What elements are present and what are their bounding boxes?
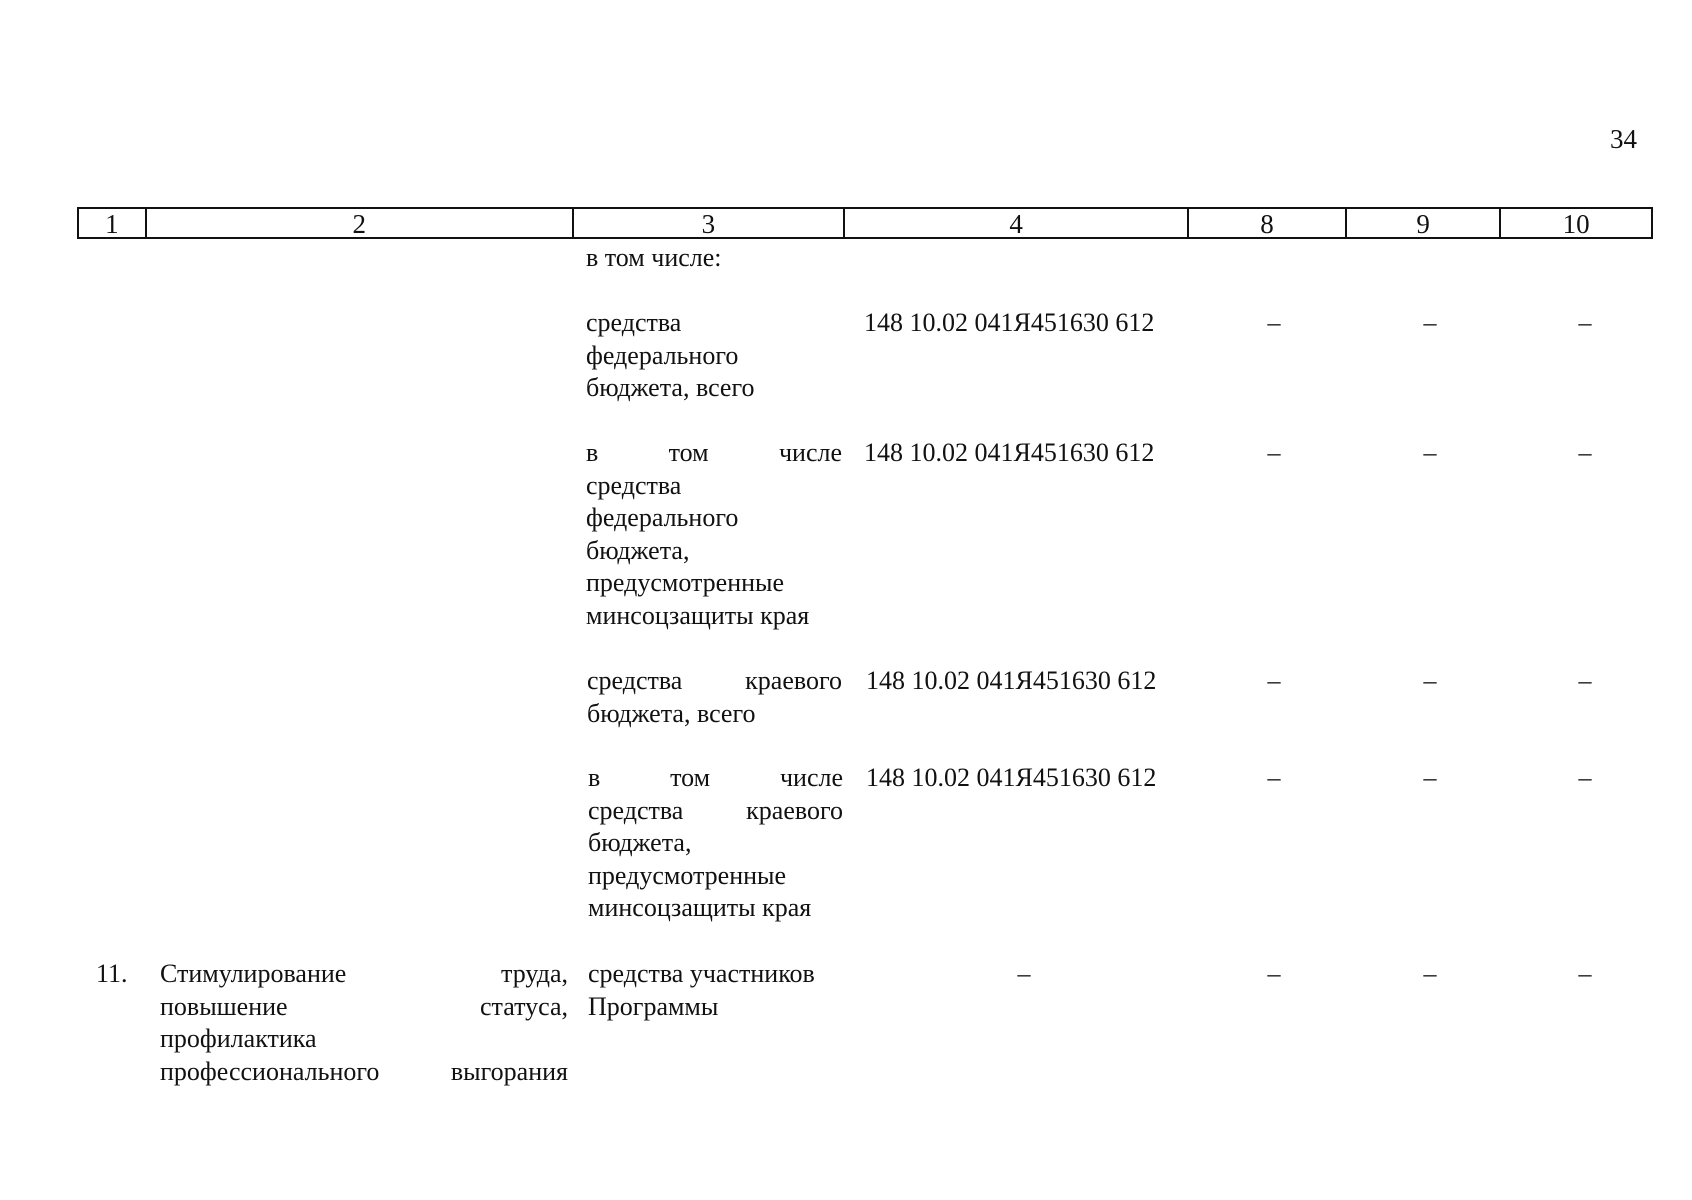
title-line-justified [160, 1056, 568, 1089]
federal-total-col8: – [1267, 308, 1281, 337]
row-11-source [588, 958, 848, 1023]
label-line: бюджета, [588, 828, 692, 857]
regional-total-col10: – [1578, 666, 1592, 695]
regional-ministry-col8: – [1267, 763, 1281, 792]
title-line: профилактика [160, 1024, 317, 1053]
label-word: числе [778, 438, 842, 467]
title-word: статуса, [479, 991, 568, 1021]
federal-total-col9: – [1423, 308, 1437, 337]
regional-total-col8: – [1267, 666, 1281, 695]
label-word: том [670, 763, 711, 792]
label-line: федерального [586, 503, 739, 532]
regional-ministry-col10: – [1578, 763, 1592, 792]
regional-ministry-col9: – [1423, 763, 1437, 792]
label-line: бюджета, всего [587, 698, 756, 728]
title-word: труда, [501, 959, 568, 988]
header-col-3: 3 [574, 209, 845, 237]
label-word: средства [588, 795, 684, 825]
label-line-justified [588, 762, 843, 795]
intro-text: в том числе: [586, 243, 722, 272]
regional-total-label [587, 665, 842, 730]
label-line-justified [588, 795, 843, 828]
regional-ministry-label [588, 762, 843, 925]
federal-ministry-label [586, 437, 842, 632]
label-line-justified [587, 665, 842, 698]
title-word: повышение [160, 991, 288, 1021]
source-line: средства участников [588, 959, 815, 988]
label-line: минсоцзащиты края [586, 600, 810, 630]
source-line: Программы [588, 991, 719, 1021]
row-11-col4: – [1017, 959, 1031, 988]
federal-total-label [586, 307, 842, 405]
label-word: краевого [746, 795, 843, 825]
header-col-9: 9 [1347, 209, 1502, 237]
header-col-8: 8 [1189, 209, 1347, 237]
row-11-col8: – [1267, 959, 1281, 988]
label-line-justified [586, 437, 842, 470]
label-line: средства [586, 308, 682, 337]
label-line: предусмотренные [588, 860, 787, 890]
federal-total-code: 148 10.02 041Я451630 612 [864, 308, 1155, 337]
label-word: в [588, 763, 601, 792]
row-11-number: 11. [96, 959, 128, 988]
regional-total-code: 148 10.02 041Я451630 612 [866, 666, 1157, 695]
title-word: выгорания [450, 1056, 568, 1086]
label-word: краевого [745, 666, 842, 695]
regional-total-col9: – [1423, 666, 1437, 695]
label-line: бюджета, [586, 535, 690, 565]
federal-ministry-col8: – [1267, 438, 1281, 467]
label-word: средства [587, 666, 683, 695]
label-word: том [668, 438, 709, 467]
label-line: средства [586, 470, 682, 500]
federal-total-col10: – [1578, 308, 1592, 337]
header-col-4: 4 [845, 209, 1189, 237]
label-line: предусмотренные [586, 568, 785, 597]
row-11-col9: – [1423, 959, 1437, 988]
header-col-2: 2 [147, 209, 574, 237]
title-word: Стимулирование [160, 959, 347, 988]
federal-ministry-col9: – [1423, 438, 1437, 467]
label-line: бюджета, всего [586, 373, 755, 402]
header-col-1: 1 [79, 209, 147, 237]
table-header [77, 207, 1653, 239]
federal-ministry-col10: – [1578, 438, 1592, 467]
label-line: минсоцзащиты края [588, 893, 812, 922]
label-line: федерального [586, 340, 739, 370]
title-line-justified [160, 958, 568, 991]
header-col-10: 10 [1562, 209, 1590, 239]
row-11-title [160, 958, 568, 1088]
row-11-col10: – [1578, 959, 1592, 988]
page-number: 34 [1610, 124, 1637, 154]
label-word: в [586, 438, 599, 467]
regional-ministry-code: 148 10.02 041Я451630 612 [866, 763, 1157, 792]
title-line-justified [160, 991, 568, 1024]
label-word: числе [779, 763, 843, 792]
title-word: профессионального [160, 1056, 380, 1086]
federal-ministry-code: 148 10.02 041Я451630 612 [864, 438, 1155, 467]
